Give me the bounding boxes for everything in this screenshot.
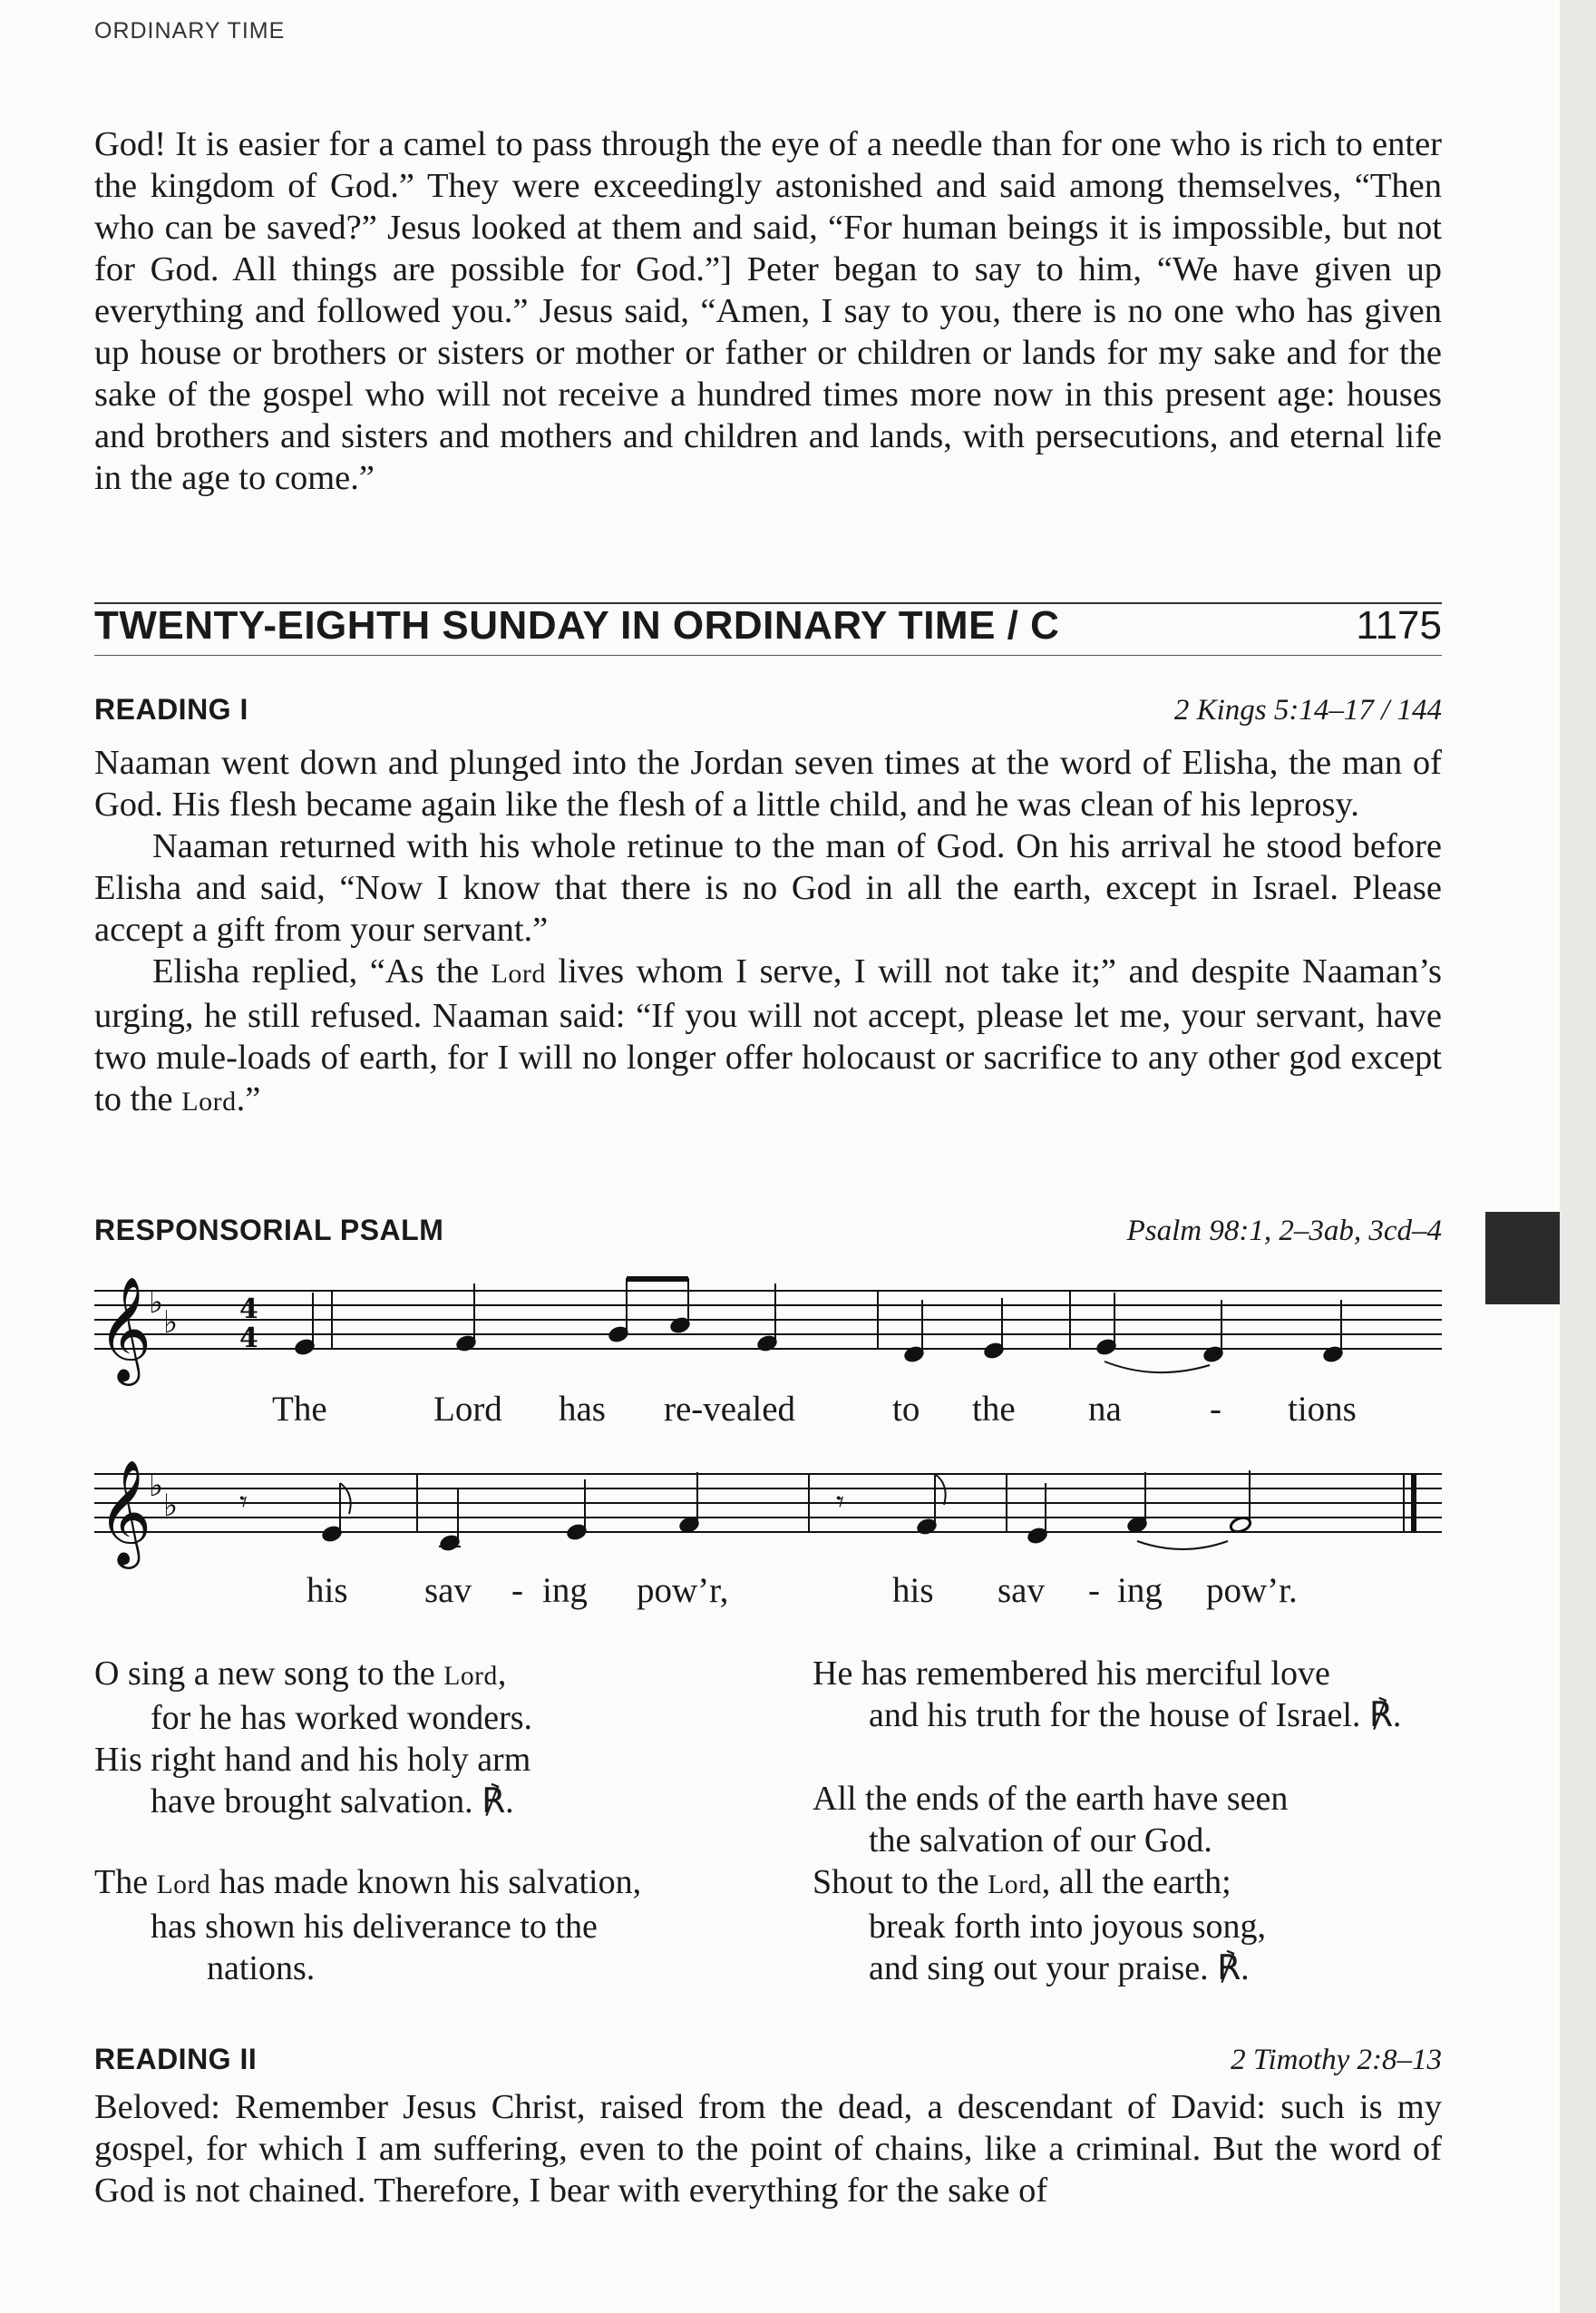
thumb-index-tab (1485, 1212, 1560, 1304)
stanza-text: The (94, 1863, 157, 1901)
flat-key-signature-icon: ♭ (149, 1468, 164, 1504)
reading1-citation: 2 Kings 5:14–17 / 144 (1173, 694, 1442, 727)
reading2-text (94, 2086, 1442, 2211)
section-title: TWENTY-EIGHTH SUNDAY IN ORDINARY TIME / C (94, 603, 1060, 648)
stanza-text: Shout to the (813, 1863, 988, 1901)
psalm-heading: RESPONSORIAL PSALM (94, 1214, 444, 1246)
treble-clef-icon: 𝄞 (98, 1275, 152, 1381)
reading2-paragraph-1: Beloved: Remember Jesus Christ, raised from the dead, a descendant of David: such is my gospel, for which I am suffering, even to the point of chains, like a criminal. But the word of God is not chained. Therefore, I bear with everything for the sake of (94, 2088, 1442, 2210)
time-signature: 4 (239, 1322, 258, 1354)
stanza-line: has shown his deliverance to the (151, 1908, 598, 1946)
lyric: sav (424, 1571, 472, 1610)
lord-small-caps: Lord (491, 959, 546, 989)
eighth-rest-icon: 𝄾 (239, 1484, 248, 1520)
treble-clef-icon: 𝄞 (98, 1459, 152, 1565)
lyric: - (511, 1571, 523, 1610)
reading1-heading: READING I (94, 693, 248, 726)
reading1-p3-part-a: Elisha replied, “As the (152, 952, 491, 991)
stanza-text: O sing a new song to the (94, 1654, 444, 1693)
stanza-line: and sing out your praise. ℟. (869, 1949, 1250, 1987)
lyric: ing (1117, 1571, 1163, 1610)
stanza-text: , all the earth; (1041, 1863, 1231, 1901)
reading1-p3-part-c: .” (236, 1080, 261, 1118)
reading2-heading-row (94, 2043, 1442, 2077)
slur (1105, 1361, 1210, 1372)
flat-key-signature-icon: ♭ (149, 1284, 164, 1321)
reading2-citation: 2 Timothy 2:8–13 (1231, 2044, 1442, 2076)
lyric: re-vealed (664, 1390, 796, 1429)
psalm-heading-row (94, 1214, 1442, 1248)
lyric: pow’r. (1206, 1571, 1298, 1610)
flat-key-signature-icon: ♭ (163, 1304, 179, 1341)
lyric: pow’r, (637, 1571, 729, 1610)
lord-small-caps: Lord (988, 1870, 1042, 1899)
reading1-heading-row (94, 693, 1442, 727)
note (1322, 1300, 1344, 1363)
reading2-heading: READING II (94, 2043, 258, 2075)
final-barline (1411, 1474, 1416, 1532)
reading1-paragraph-1: Naaman went down and plunged into the Jordan seven times at the word of Elisha, the man of God. His flesh became again like the flesh of a little child, and he was clean of his leprosy. (94, 744, 1442, 824)
eighth-note (321, 1483, 350, 1543)
page-edge (1560, 0, 1596, 2313)
psalm-stanza-left-1 (94, 1653, 532, 1822)
stanza-line (813, 1861, 1288, 1906)
note (439, 1488, 461, 1552)
lord-small-caps: Lord (181, 1087, 237, 1117)
section-title-row (94, 603, 1442, 654)
note (1202, 1300, 1224, 1363)
beamed-notes (608, 1276, 691, 1343)
stanza-text: , (497, 1654, 507, 1693)
note (294, 1293, 316, 1356)
lord-small-caps: Lord (156, 1870, 211, 1899)
stanza-line: and his truth for the house of Israel. ℟. (869, 1696, 1402, 1734)
lyric: Lord (433, 1390, 502, 1429)
note (983, 1298, 1005, 1360)
note (756, 1283, 778, 1352)
eighth-rest-icon: 𝄾 (836, 1484, 845, 1520)
stanza-line: break forth into joyous song, (869, 1908, 1267, 1946)
time-signature: 4 (239, 1293, 258, 1325)
stanza-line: have brought salvation. ℟. (151, 1782, 514, 1820)
lyric: sav (998, 1571, 1045, 1610)
note (455, 1283, 477, 1352)
lyric: has (559, 1390, 606, 1429)
stanza-line: the salvation of our God. (869, 1821, 1212, 1859)
lyric: na (1088, 1390, 1122, 1429)
staff-2 (94, 1474, 1442, 1532)
lyric: The (272, 1390, 327, 1429)
reading1-paragraph-2: Naaman returned with his whole retinue to the man of God. On his arrival he stood before Elisha and said, “Now I know that there is no God in all the earth, except in Israel. Please accept a gift from your servant.” (94, 827, 1442, 949)
lyric: his (892, 1571, 934, 1610)
lyric: ing (542, 1571, 588, 1610)
psalm-citation: Psalm 98:1, 2–3ab, 3cd–4 (1126, 1215, 1442, 1247)
psalm-stanza-right-1 (813, 1653, 1401, 1736)
stanza-line: for he has worked wonders. (151, 1699, 533, 1737)
stanza-line (94, 1653, 532, 1697)
stanza-line: He has remembered his merciful love (813, 1654, 1330, 1693)
psalm-refrain-music (94, 1265, 1442, 1637)
running-head: ORDINARY TIME (94, 18, 286, 44)
flat-key-signature-icon: ♭ (163, 1488, 179, 1524)
lyric: to (892, 1390, 920, 1429)
reading1-p3-part-b: lives whom I serve, I will not take it;” and despite Naaman’s urging, he still refused. Naaman said: “If you will not accept, please let me, your servant, have two mule-loads of earth, for I will no longer offer holocaust or sacrifice to any other god except to the (94, 952, 1443, 1118)
lord-small-caps: Lord (443, 1662, 498, 1691)
lectionary-number: 1175 (1356, 603, 1442, 648)
gospel-continuation (94, 123, 1442, 499)
psalm-stanza-right-2 (813, 1778, 1288, 1989)
note (903, 1300, 925, 1363)
lyric: - (1210, 1390, 1221, 1429)
stanza-line: His right hand and his holy arm (94, 1741, 531, 1779)
stanza-line: nations. (207, 1949, 316, 1987)
eighth-note (916, 1474, 945, 1536)
slur (1137, 1541, 1228, 1549)
lyric: his (307, 1571, 348, 1610)
lyric: the (972, 1390, 1016, 1429)
stanza-line (94, 1861, 641, 1906)
note (1027, 1483, 1048, 1545)
gospel-paragraph: God! It is easier for a camel to pass through the eye of a needle than for one who is rich to enter the kingdom of God.” They were exceedingly astonished and said among themselves, “Then who can be saved?” Jesus looked at them and said, “For human beings it is impossible, but not for God. All things are possible for God.”] Peter began to say to him, “We have given up everything and followed you.” Jesus said, “Amen, I say to you, there is no one who has given up house or brothers or sisters or mother or father or children or lands for my sake and for the sake of the gospel who will not receive a hundred times more now in this present age: houses and brothers and sisters and mothers and children and lands, with persecutions, and eternal life in the age to come.” (94, 125, 1442, 497)
stanza-text: has made known his salvation, (210, 1863, 642, 1901)
lyric: tions (1288, 1390, 1357, 1429)
lyric: - (1088, 1571, 1100, 1610)
note (1095, 1293, 1117, 1356)
reading1-text (94, 742, 1442, 1123)
stanza-line: All the ends of the earth have seen (813, 1780, 1289, 1818)
reading1-paragraph-3 (94, 951, 1442, 1123)
psalm-stanza-left-2 (94, 1861, 641, 1989)
section-bottom-rule (94, 655, 1442, 656)
